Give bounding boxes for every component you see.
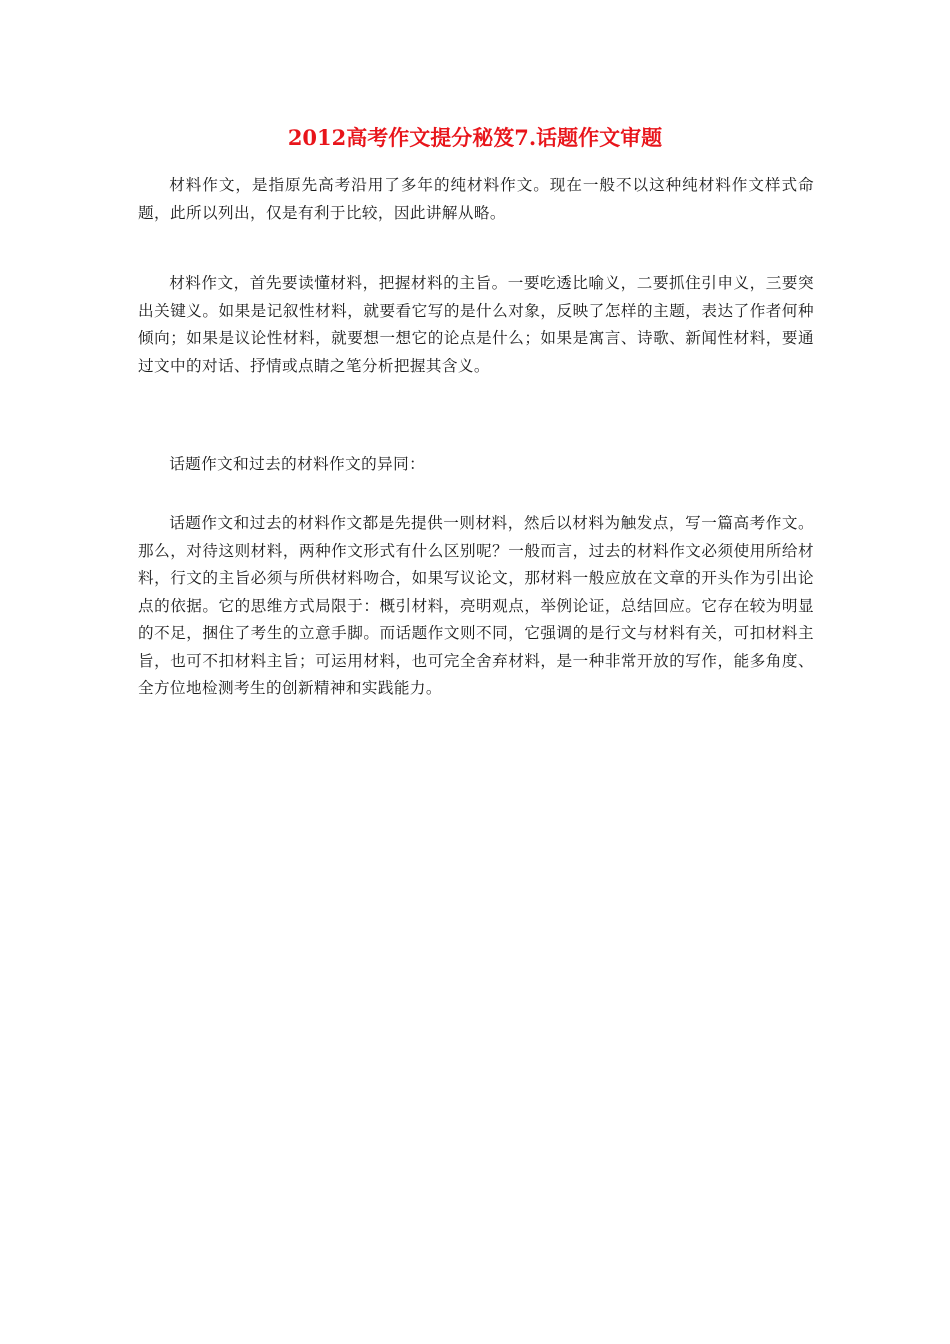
paragraph-material-essay-intro: 材料作文，是指原先高考沿用了多年的纯材料作文。现在一般不以这种纯材料作文样式命题，此所以列出，仅是有利于比较，因此讲解从略。 — [138, 176, 814, 222]
paragraph-material-essay-method: 材料作文，首先要读懂材料，把握材料的主旨。一要吃透比喻义，二要抓住引申义，三要突出关键义。如果是记叙性材料，就要看它写的是什么对象，反映了怎样的主题，表达了作者何种倾向；如果是议论性材料，就要想一想它的论点是什么；如果是寓言、诗歌、新闻性材料，要通过文中的对话、抒情或点睛之笔分析把握其含义。 — [138, 274, 814, 375]
paragraph-comparison-body: 话题作文和过去的材料作文都是先提供一则材料，然后以材料为触发点，写一篇高考作文。那么，对待这则材料，两种作文形式有什么区别呢？一般而言，过去的材料作文必须使用所给材料，行文的主旨必须与所供材料吻合，如果写议论文，那材料一般应放在文章的开头作为引出论点的依据。它的思维方式局限于：概引材料，亮明观点，举例论证，总结回应。它存在较为明显的不足，捆住了考生的立意手脚。而话题作文则不同，它强调的是行文与材料有关，可扣材料主旨，也可不扣材料主旨；可运用材料，也可完全舍弃材料，是一种非常开放的写作，能多角度、全方位地检测考生的创新精神和实践能力。 — [138, 514, 814, 697]
document-title: 2012高考作文提分秘笈7.话题作文审题 — [287, 125, 663, 150]
paragraph-comparison-heading: 话题作文和过去的材料作文的异同： — [169, 455, 426, 473]
